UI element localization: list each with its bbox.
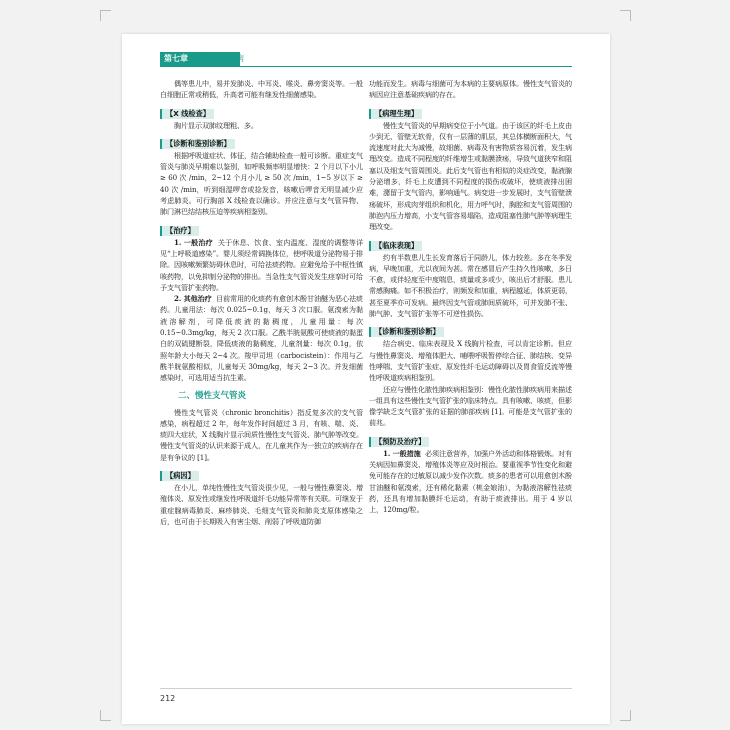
paragraph (369, 448, 572, 516)
paragraph: 偶等患儿中，易并发肺炎、中耳炎、喉炎、鼻旁窦炎等。一般白细胞正常或稍低，升高者可能有继发性细菌感染。 (160, 79, 363, 100)
paragraph: 根据呼吸道症状、体征，结合辅助检查一般可诊断。重症支气管炎与肺炎早期难以鉴别，如呼吸频率明显增快：2 个月以下小儿 ≥ 60 次 /min，2~12 个月小儿 ≥ 50 次 /min，1~5 岁以下 ≥ 40 次 /min，听到细湿啰音或捻发音，咳嗽后啰音无明显减少应考虑肺炎。可行胸部 X 线检查以确诊。并应注意与支气管异物、肺门淋巴结结核压迫等疾病相鉴别。 (160, 150, 363, 217)
page-number: 212 (160, 694, 176, 703)
running-header (122, 52, 610, 68)
crop-mark-top-right (620, 10, 631, 21)
paragraph (160, 293, 363, 383)
paragraph: 胸片显示双肺纹理粗、多。 (174, 120, 258, 130)
chapter-title: 感染性疾病 (204, 54, 244, 63)
crop-mark-top-left (100, 10, 111, 21)
heading-treatment: 【治疗】 (160, 226, 199, 236)
crop-mark-bottom-left (100, 710, 111, 721)
paragraph: 在小儿，单纯性慢性支气管炎很少见，一般与慢性鼻窦炎、增殖体炎、原发性或继发性呼吸道纤毛功能异常等有关联。可继发于重症腺病毒肺炎、麻疹肺炎、毛细支气管炎和肺炎支原体感染之后，也可由于长期吸入有害尘烟、削弱了呼吸道防御 (160, 483, 363, 526)
chapter-label: 第七章 (164, 54, 188, 63)
heading-clinical: 【临床表现】 (369, 241, 422, 251)
right-column (369, 78, 572, 516)
lead-general-treatment: 1. 一般治疗 (174, 237, 213, 247)
paragraph (160, 237, 363, 293)
heading-diagnosis: 【诊断和鉴别诊断】 (160, 139, 235, 149)
paragraph-body: 目前常用的化痰药有愈创木酚甘油醚为恶心祛痰药。儿童用法：每次 0.025~0.1g，每天 3 次口服。氨溴索为黏液溶解剂，可降低痰液的黏稠度，儿童用量：每次 0.15~0.3mg/kg，每天 2 次口服。乙酰半胱氨酸可使痰液的黏蛋白的双硫键断裂，降低痰液的黏稠度，儿童剂量：每次 0.1g，依照年龄大小每天 2~4 次。羧甲司坦（carbocistein）：作用与乙酰半胱氨酸相似，儿童每天 30mg/kg，每天 2~3 次。并发细菌感染时，可选用适当抗生素。 (160, 294, 364, 383)
paragraph: 慢性支气管炎（chronic bronchitis）指反复多次的支气管感染，病程超过 2 年，每年发作时间超过 3 月，有咳、喘、炎、痰四大症状，X 线胸片显示间质性慢性支气管炎、肺气肿等改变。慢性支气管炎的认识来源于成人，在儿童其作为一独立的疾病存在是有争议的 [1]。 (160, 407, 363, 462)
paragraph-body: 关于休息、饮食、室内温度、湿度的调整等详见“上呼吸道感染”。婴儿须经常调换体位，使呼吸道分泌物易于排除。因咳嗽频繁妨碍休息时，可给祛痰药物。应避免给予中枢性镇咳药物，以免抑制分泌物的排出。当急性支气管炎发生痉挛时可给予支气管扩张药物。 (160, 237, 363, 292)
paragraph: 结合病史、临床表现及 X 线胸片检查，可以肯定诊断。但应与慢性鼻窦炎、增殖体肥大、哺喂呼吸暂停综合征、肺结核、变异性哮喘、支气管扩张症、原发性纤毛运动障碍以及胃食管反流等慢性呼吸道疾病相鉴别。 (369, 339, 572, 383)
header-divider (160, 66, 572, 67)
paragraph: 功能而发生。病毒与细菌可为本病的主要病原体。慢性支气管炎的病因应注意基础疾病的存在。 (369, 79, 572, 100)
heading-pathophysiology: 【病理生理】 (369, 109, 422, 119)
paragraph-body: 必须注意营养，加强户外活动和体格锻炼。对有关病因如鼻窦炎、增殖体炎等应及时根治。要重视季节性变化和避免可能存在的过敏原以减少发作次数。痰多的患者可以用愈创木酚甘油醚和氨溴索，还有稀化黏素（桃金娘油），为黏液溶解性祛痰药，还具有增加黏膜纤毛运动，有助于痰液排出。用于 4 岁以上，120mg/粒。 (369, 448, 573, 515)
heading-xray: 【X 线检查】 (160, 109, 214, 119)
lead-other-treatment: 2. 其他治疗 (174, 294, 212, 304)
lead-general-measures: 1. 一般措施 (383, 448, 421, 458)
crop-mark-bottom-right (620, 710, 631, 721)
heading-diagnosis: 【诊断和鉴别诊断】 (369, 327, 444, 337)
section-title-chronic-bronchitis: 二、慢性支气管炎 (178, 390, 247, 401)
left-column (160, 78, 363, 527)
paragraph: 约有半数患儿生长发育落后于同龄儿，体力较差。多在冬季发病，早晚加重，尤以夜间为甚。常在感冒后产生持久性咳嗽，多日不愈，或伴轻度至中度喘息，痰量或多或少，咳出后才舒服。患儿常感胸痛。如不积极治疗，则频发和加重，病程越延，体质更弱，甚至夏季亦可发病。最终因支气管或肺间质破坏，可并发肺不张、肺气肿、支气管扩张等不可逆性损伤。 (369, 252, 572, 319)
book-page (122, 34, 610, 724)
footer-divider (160, 688, 572, 689)
paragraph: 还应与慢性化脓性肺疾病相鉴别：慢性化脓性肺疾病用来描述一组具有这些慢性支气管扩张的临床特点。具有咳嗽、咳痰，但影像学缺乏支气管扩张的证据的肺部疾病 [1]。可能是支气管扩张的前兆。 (369, 384, 572, 428)
heading-prevention: 【预防及治疗】 (369, 437, 429, 447)
paragraph: 慢性支气管炎的早期病变位于小气道。由于该区的纤毛上皮由少到无、管壁无软骨，仅有一层薄的肌层，其总体横断面积大，气流速度对此大为减慢，故细菌、病毒及有害物质容易沉着，发生病理改变。造成不同程度的纤维增生或黏膜溃疡，导致气道狭窄和阻塞以及细支气管周围炎。此后支气管也有相似的炎症改变，黏液腺分泌增多，纤毛上皮遭到不同程度的损伤或破坏，使痰液排出困难，潴留于支气管内，影响通气。病变进一步发展时，支气管壁溃疡破坏，形成肉芽组织和机化，用力呼气时，胸腔和支气管周围的肺泡内压力增高，小支气管容易塌陷，造成阻塞性肺气肿等病理生理改变。 (369, 120, 572, 232)
heading-etiology: 【病因】 (160, 471, 199, 481)
